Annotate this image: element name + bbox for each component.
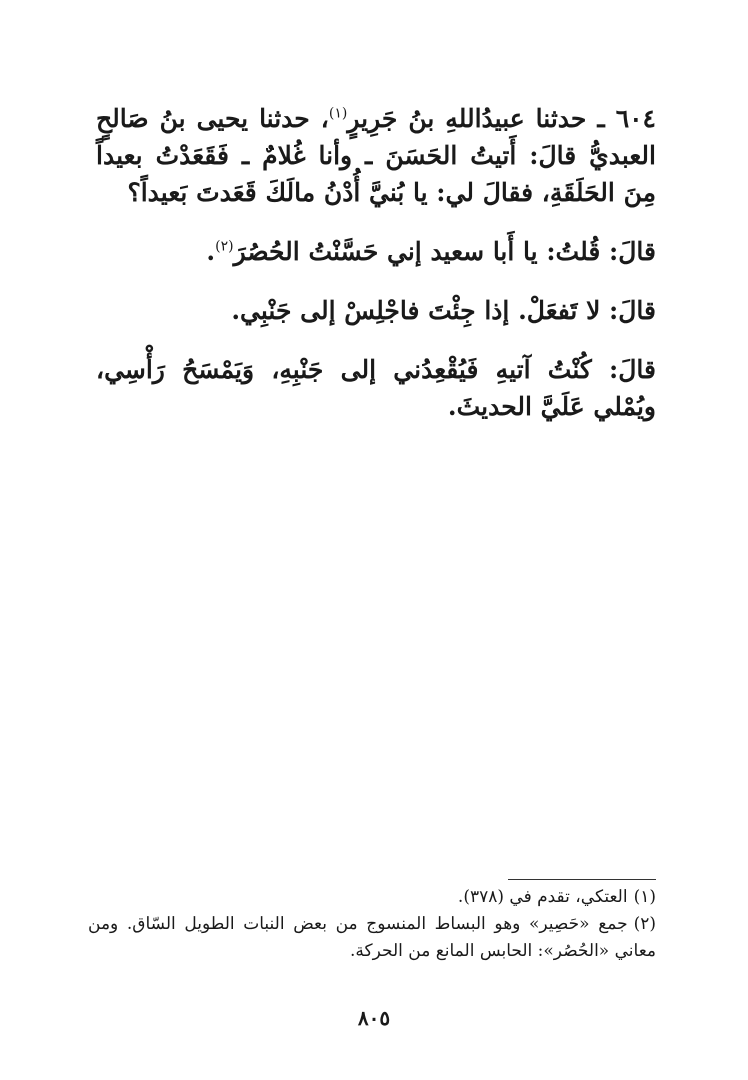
hadith-paragraph-3: قالَ: لا تَفعَلْ. إذا جِئْتَ فاجْلِسْ إلى جَنْبِي. bbox=[231, 296, 656, 325]
footnote-2 bbox=[88, 911, 656, 965]
footnote-2-text: جمع «حَصِير» وهو البساط المنسوج من بعض النبات الطويل السّاق. ومن معاني «الحُصُر»: الحابس المانع من الحركة. bbox=[88, 914, 656, 961]
footnote-1-number: (١) bbox=[633, 887, 656, 907]
hadith-para2-text: قالَ: قُلتُ: يا أَبا سعيد إني حَسَّنْتُ الحُصُرَ bbox=[233, 237, 656, 266]
hadith-text bbox=[96, 100, 656, 447]
footnote-ref-2: (٢) bbox=[215, 238, 234, 255]
hadith-para2-end: . bbox=[206, 237, 216, 266]
hadith-opening: ٦٠٤ ـ حدثنا عبيدُاللهِ بنُ جَرِيرٍ bbox=[347, 104, 656, 133]
page-number: ٨٠٥ bbox=[357, 1006, 391, 1030]
footnote-2-number: (٢) bbox=[633, 914, 656, 934]
footnotes bbox=[88, 884, 656, 965]
hadith-paragraph-1 bbox=[96, 100, 656, 211]
hadith-opening-rest: ، حدثنا يحيى بنُ صَالحٍ العبديُّ قالَ: أَتيتُ الحَسَنَ ـ وأنا غُلامٌ ـ فَقَعَدْتُ بعيداً مِنَ الحَلَقَةِ، فقالَ لي: يا بُنيَّ أُدْنُ مالَكَ قَعَدتَ بَعيداً؟ bbox=[96, 104, 656, 207]
footnote-1-text: العتكي، تقدم في (٣٧٨). bbox=[457, 887, 628, 907]
footnote-1 bbox=[88, 884, 656, 911]
footnote-ref-1: (١) bbox=[328, 105, 348, 122]
hadith-paragraph-2 bbox=[96, 233, 656, 270]
hadith-paragraph-4: قالَ: كُنْتُ آتيهِ فَيُقْعِدُني إلى جَنْبِهِ، وَيَمْسَحُ رَأْسِي، ويُمْلي عَلَيَّ الحديثَ. bbox=[96, 355, 656, 421]
footnote-divider bbox=[508, 879, 656, 880]
